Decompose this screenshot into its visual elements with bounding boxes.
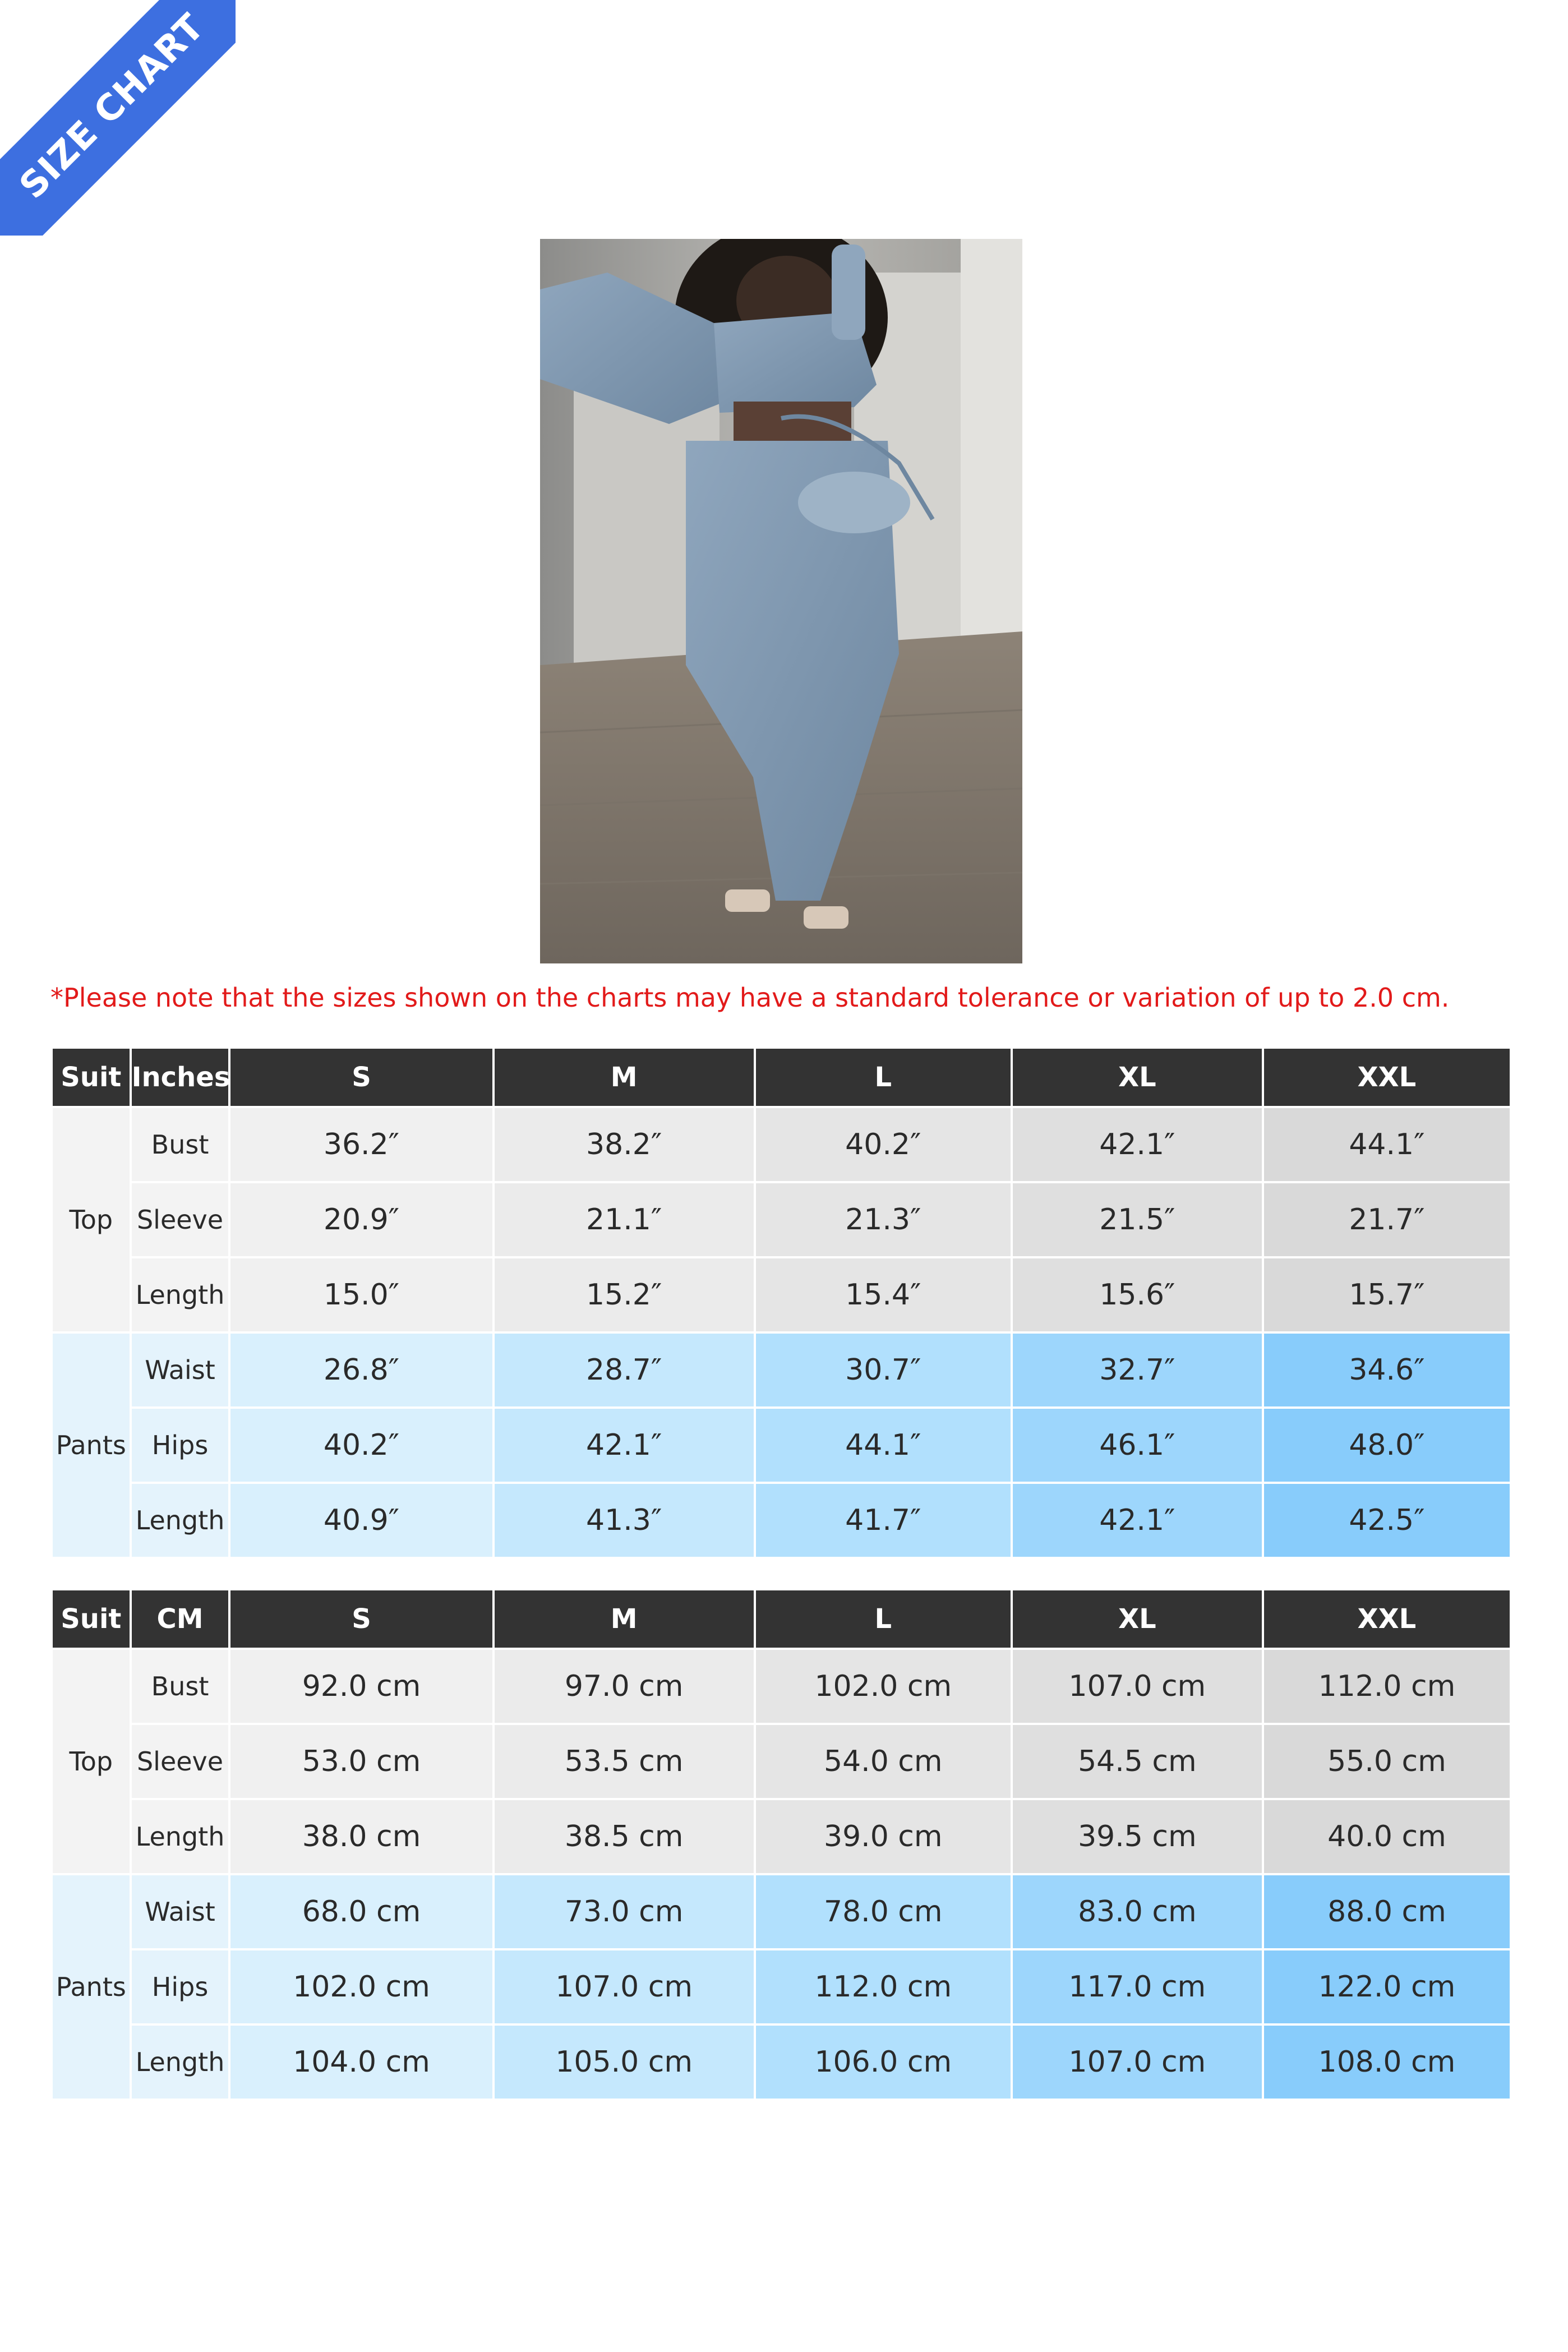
measure-label: Length — [132, 2026, 229, 2099]
group-pants: Pants — [53, 1875, 130, 2099]
value-cell: 105.0 cm — [495, 2026, 754, 2099]
table-row — [53, 1800, 1510, 1873]
value-cell: 104.0 cm — [230, 2026, 492, 2099]
value-cell: 34.6″ — [1264, 1334, 1510, 1406]
value-cell: 15.6″ — [1013, 1258, 1262, 1331]
measure-label: Bust — [132, 1108, 229, 1181]
header-unit: Inches — [132, 1049, 229, 1106]
value-cell: 108.0 cm — [1264, 2026, 1510, 2099]
table-row — [53, 2026, 1510, 2099]
value-cell: 32.7″ — [1013, 1334, 1262, 1406]
value-cell: 112.0 cm — [756, 1950, 1011, 2023]
value-cell: 117.0 cm — [1013, 1950, 1262, 2023]
table-row — [53, 1108, 1510, 1181]
group-top: Top — [53, 1650, 130, 1873]
header-row — [53, 1590, 1510, 1648]
value-cell: 107.0 cm — [1013, 2026, 1262, 2099]
header-size-l: L — [756, 1590, 1011, 1648]
value-cell: 20.9″ — [230, 1183, 492, 1256]
value-cell: 21.5″ — [1013, 1183, 1262, 1256]
measure-label: Sleeve — [132, 1725, 229, 1798]
value-cell: 83.0 cm — [1013, 1875, 1262, 1948]
value-cell: 21.1″ — [495, 1183, 754, 1256]
measure-label: Waist — [132, 1875, 229, 1948]
size-chart-badge-text: SIZE CHART — [0, 0, 236, 236]
value-cell: 26.8″ — [230, 1334, 492, 1406]
value-cell: 40.9″ — [230, 1484, 492, 1557]
value-cell: 112.0 cm — [1264, 1650, 1510, 1723]
header-size-s: S — [230, 1049, 492, 1106]
value-cell: 122.0 cm — [1264, 1950, 1510, 2023]
value-cell: 53.0 cm — [230, 1725, 492, 1798]
value-cell: 88.0 cm — [1264, 1875, 1510, 1948]
value-cell: 54.5 cm — [1013, 1725, 1262, 1798]
header-suit: Suit — [53, 1590, 130, 1648]
value-cell: 102.0 cm — [756, 1650, 1011, 1723]
group-top: Top — [53, 1108, 130, 1331]
value-cell: 40.2″ — [230, 1409, 492, 1482]
header-size-m: M — [495, 1590, 754, 1648]
value-cell: 15.4″ — [756, 1258, 1011, 1331]
value-cell: 48.0″ — [1264, 1409, 1510, 1482]
table-row — [53, 1183, 1510, 1256]
value-cell: 42.1″ — [495, 1409, 754, 1482]
value-cell: 46.1″ — [1013, 1409, 1262, 1482]
value-cell: 21.3″ — [756, 1183, 1011, 1256]
table-row — [53, 1725, 1510, 1798]
value-cell: 68.0 cm — [230, 1875, 492, 1948]
size-chart-corner-ribbon — [0, 0, 236, 236]
value-cell: 38.0 cm — [230, 1800, 492, 1873]
value-cell: 55.0 cm — [1264, 1725, 1510, 1798]
measure-label: Bust — [132, 1650, 229, 1723]
size-chart-cm-table — [50, 1588, 1512, 2101]
measure-label: Sleeve — [132, 1183, 229, 1256]
value-cell: 36.2″ — [230, 1108, 492, 1181]
value-cell: 106.0 cm — [756, 2026, 1011, 2099]
table-row — [53, 1334, 1510, 1406]
value-cell: 40.0 cm — [1264, 1800, 1510, 1873]
header-size-xl: XL — [1013, 1049, 1262, 1106]
measure-label: Length — [132, 1484, 229, 1557]
header-size-xl: XL — [1013, 1590, 1262, 1648]
tolerance-note: *Please note that the sizes shown on the charts may have a standard tolerance or variation of up to 2.0 cm. — [50, 983, 1450, 1013]
table-row — [53, 1875, 1510, 1948]
value-cell: 54.0 cm — [756, 1725, 1011, 1798]
value-cell: 41.3″ — [495, 1484, 754, 1557]
value-cell: 107.0 cm — [495, 1950, 754, 2023]
table-row — [53, 1950, 1510, 2023]
value-cell: 39.0 cm — [756, 1800, 1011, 1873]
header-size-xxl: XXL — [1264, 1049, 1510, 1106]
value-cell: 102.0 cm — [230, 1950, 492, 2023]
measure-label: Hips — [132, 1950, 229, 2023]
header-size-l: L — [756, 1049, 1011, 1106]
value-cell: 15.7″ — [1264, 1258, 1510, 1331]
value-cell: 44.1″ — [756, 1409, 1011, 1482]
table-row — [53, 1484, 1510, 1557]
value-cell: 21.7″ — [1264, 1183, 1510, 1256]
value-cell: 40.2″ — [756, 1108, 1011, 1181]
value-cell: 42.1″ — [1013, 1484, 1262, 1557]
value-cell: 97.0 cm — [495, 1650, 754, 1723]
measure-label: Hips — [132, 1409, 229, 1482]
header-size-s: S — [230, 1590, 492, 1648]
table-row — [53, 1258, 1510, 1331]
value-cell: 38.5 cm — [495, 1800, 754, 1873]
value-cell: 107.0 cm — [1013, 1650, 1262, 1723]
measure-label: Length — [132, 1800, 229, 1873]
header-unit: CM — [132, 1590, 229, 1648]
product-photo — [540, 239, 1022, 963]
value-cell: 92.0 cm — [230, 1650, 492, 1723]
value-cell: 53.5 cm — [495, 1725, 754, 1798]
value-cell: 28.7″ — [495, 1334, 754, 1406]
header-suit: Suit — [53, 1049, 130, 1106]
value-cell: 38.2″ — [495, 1108, 754, 1181]
size-chart-inches-table — [50, 1046, 1512, 1559]
product-photo-illustration — [540, 239, 1022, 963]
value-cell: 15.0″ — [230, 1258, 492, 1331]
value-cell: 41.7″ — [756, 1484, 1011, 1557]
value-cell: 44.1″ — [1264, 1108, 1510, 1181]
header-size-xxl: XXL — [1264, 1590, 1510, 1648]
value-cell: 39.5 cm — [1013, 1800, 1262, 1873]
group-pants: Pants — [53, 1334, 130, 1557]
table-row — [53, 1650, 1510, 1723]
measure-label: Length — [132, 1258, 229, 1331]
value-cell: 78.0 cm — [756, 1875, 1011, 1948]
header-size-m: M — [495, 1049, 754, 1106]
header-row — [53, 1049, 1510, 1106]
value-cell: 73.0 cm — [495, 1875, 754, 1948]
value-cell: 30.7″ — [756, 1334, 1011, 1406]
value-cell: 42.1″ — [1013, 1108, 1262, 1181]
value-cell: 42.5″ — [1264, 1484, 1510, 1557]
table-row — [53, 1409, 1510, 1482]
value-cell: 15.2″ — [495, 1258, 754, 1331]
measure-label: Waist — [132, 1334, 229, 1406]
